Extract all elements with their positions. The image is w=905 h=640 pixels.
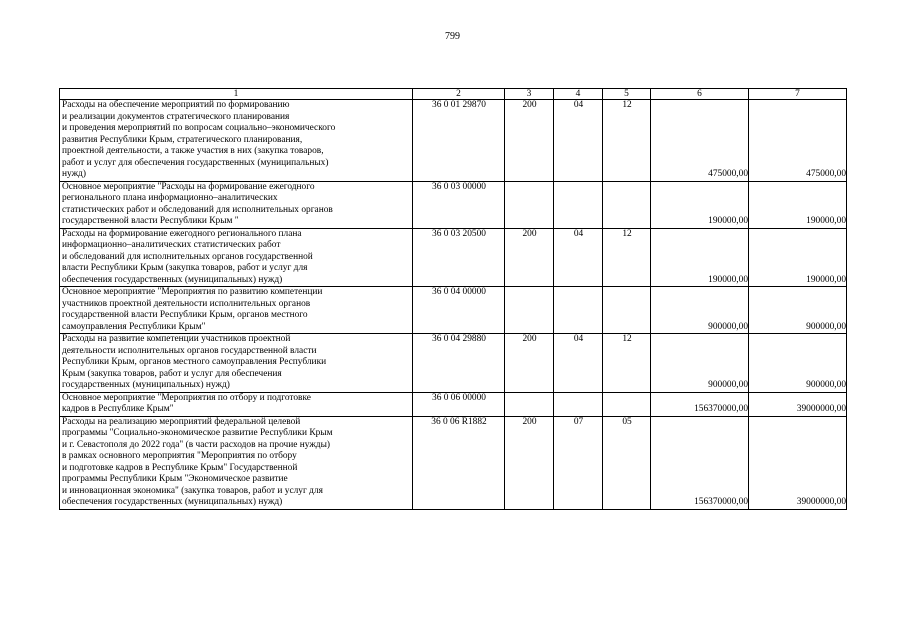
column-header-5: 5 [603,89,651,100]
cell-section: 07 [554,416,603,509]
cell-target-code: 36 0 06 00000 [413,392,505,416]
cell-subsection [603,392,651,416]
cell-target-code: 36 0 01 29870 [413,100,505,182]
cell-amount-col7: 900000,00 [749,334,847,393]
cell-section: 04 [554,100,603,182]
cell-amount-col7: 900000,00 [749,287,847,334]
cell-description: Расходы на развитие компетенции участников проектной деятельности исполнительных органов государственной власти Республики Крым, органов местного самоуправления Республики Крым (закупка товаров, работ и услуг для обеспечения государственных (муниципальных) нужд) [60,334,413,393]
table-row [60,181,847,228]
cell-section [554,181,603,228]
cell-amount-col6: 475000,00 [651,100,749,182]
cell-subsection: 12 [603,334,651,393]
cell-section [554,392,603,416]
cell-expense-type: 200 [505,334,554,393]
budget-table [59,88,847,510]
cell-amount-col7: 190000,00 [749,228,847,287]
cell-expense-type: 200 [505,416,554,509]
cell-amount-col6: 900000,00 [651,334,749,393]
cell-expense-type: 200 [505,100,554,182]
budget-table-body [60,89,847,510]
cell-amount-col6: 156370000,00 [651,416,749,509]
column-header-2: 2 [413,89,505,100]
cell-amount-col7: 39000000,00 [749,416,847,509]
table-row [60,100,847,182]
table-row [60,392,847,416]
cell-description: Основное мероприятие "Мероприятия по развитию компетенции участников проектной деятельности исполнительных органов государственной власти Республики Крым, органов местного самоуправления Республики Крым" [60,287,413,334]
cell-target-code: 36 0 03 00000 [413,181,505,228]
cell-subsection [603,287,651,334]
cell-description: Расходы на обеспечение мероприятий по формированию и реализации документов стратегического планирования и проведения мероприятий по вопросам социально–экономического развития Республики Крым, стратегического планирования, проектной деятельности, а также участия в них (закупка товаров, работ и услуг для обеспечения государственных (муниципальных) нужд) [60,100,413,182]
page-number: 799 [445,31,460,42]
cell-amount-col6: 900000,00 [651,287,749,334]
cell-amount-col7: 475000,00 [749,100,847,182]
cell-subsection: 05 [603,416,651,509]
cell-target-code: 36 0 04 29880 [413,334,505,393]
cell-expense-type [505,181,554,228]
cell-target-code: 36 0 06 R1882 [413,416,505,509]
cell-expense-type: 200 [505,228,554,287]
table-row [60,287,847,334]
cell-description: Расходы на формирование ежегодного регионального плана информационно–аналитических статистических работ и обследований для исполнительных органов государственной власти Республики Крым (закупка товаров, работ и услуг для обеспечения государственных (муниципальных) нужд) [60,228,413,287]
cell-target-code: 36 0 04 00000 [413,287,505,334]
table-row [60,228,847,287]
table-header-row [60,89,847,100]
table-row [60,416,847,509]
cell-amount-col6: 156370000,00 [651,392,749,416]
cell-amount-col6: 190000,00 [651,228,749,287]
cell-description: Основное мероприятие "Расходы на формирование ежегодного регионального плана информационно–аналитических статистических работ и обследований для исполнительных органов государственной власти Республики Крым " [60,181,413,228]
cell-amount-col6: 190000,00 [651,181,749,228]
cell-section [554,287,603,334]
column-header-6: 6 [651,89,749,100]
cell-subsection: 12 [603,100,651,182]
cell-description: Расходы на реализацию мероприятий федеральной целевой программы "Социально-экономическое развитие Республики Крым и г. Севастополя до 2022 года" (в части расходов на прочие нужды) в рамках основного мероприятия "Мероприятия по отбору и подготовке кадров в Республике Крым" Государственной программы Республики Крым "Экономическое развитие и инновационная экономика" (закупка товаров, работ и услуг для обеспечения государственных (муниципальных) нужд) [60,416,413,509]
column-header-1: 1 [60,89,413,100]
cell-expense-type [505,392,554,416]
cell-amount-col7: 190000,00 [749,181,847,228]
cell-subsection: 12 [603,228,651,287]
cell-section: 04 [554,334,603,393]
cell-expense-type [505,287,554,334]
column-header-7: 7 [749,89,847,100]
cell-target-code: 36 0 03 20500 [413,228,505,287]
cell-amount-col7: 39000000,00 [749,392,847,416]
column-header-4: 4 [554,89,603,100]
cell-description: Основное мероприятие "Мероприятия по отбору и подготовке кадров в Республике Крым" [60,392,413,416]
column-header-3: 3 [505,89,554,100]
cell-section: 04 [554,228,603,287]
table-row [60,334,847,393]
cell-subsection [603,181,651,228]
